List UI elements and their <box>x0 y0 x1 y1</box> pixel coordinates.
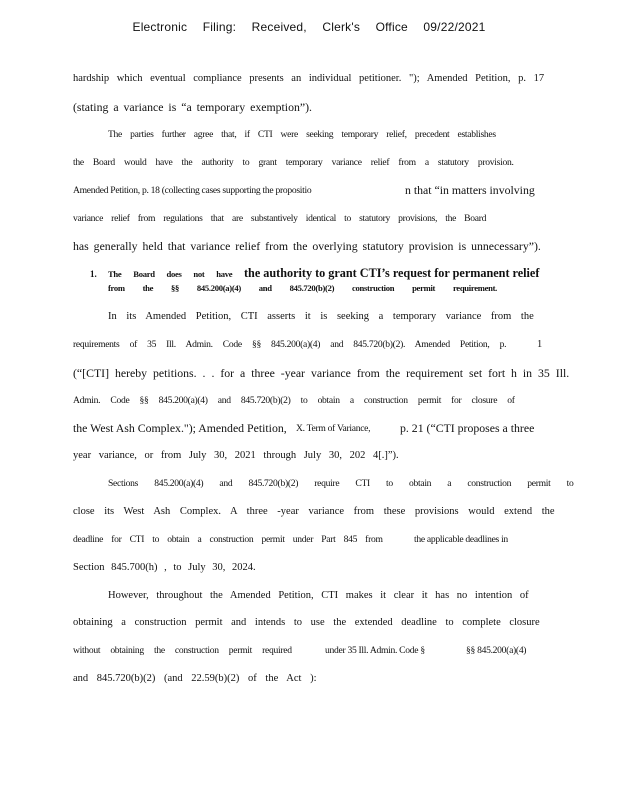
text-line: (stating a variance is “a temporary exemption”). <box>73 100 312 114</box>
text-line: variance relief from regulations that are substantively identical to statutory provisions, the Board <box>73 213 487 224</box>
text-line: Section 845.700(h) , to July 30, 2024. <box>73 562 256 573</box>
text-line: requirements of 35 Ill. Admin. Code §§ 845.200(a)(4) and 845.720(b)(2). Amended Petition, p. <box>73 339 507 350</box>
heading-line: The Board does not have <box>108 269 233 279</box>
text-line: n that “in matters involving <box>405 183 535 197</box>
heading-line: the authority to grant CTI’s request for permanent relief <box>244 266 540 280</box>
text-line: the West Ash Complex."); Amended Petition, <box>73 421 287 435</box>
heading-line: from the §§ 845.200(a)(4) and 845.720(b)(2) construction permit requirement. <box>108 283 497 293</box>
text-line: (“[CTI] hereby petitions. . . for a three -year variance from the requirement set fort h in 35 Ill. <box>73 366 570 380</box>
text-line: the applicable deadlines in <box>414 534 508 545</box>
text-line: In its Amended Petition, CTI asserts it is seeking a temporary variance from the <box>108 311 534 322</box>
text-line: the Board would have the authority to grant temporary variance relief from a statutory provision. <box>73 157 514 168</box>
text-line: The parties further agree that, if CTI were seeking temporary relief, precedent establishes <box>108 129 496 140</box>
text-line: year variance, or from July 30, 2021 through July 30, 202 4[.]”). <box>73 450 399 461</box>
text-line: without obtaining the construction permit required <box>73 645 292 656</box>
text-line: Admin. Code §§ 845.200(a)(4) and 845.720(b)(2) to obtain a construction permit for closure of <box>73 395 515 406</box>
text-line: deadline for CTI to obtain a construction permit under Part 845 from <box>73 534 383 545</box>
text-line: Amended Petition, p. 18 (collecting cases supporting the propositio <box>73 185 312 196</box>
text-line: has generally held that variance relief from the overlying statutory provision is unnecessary”). <box>73 239 541 253</box>
filing-stamp-header: Electronic Filing: Received, Clerk's Office 09/22/2021 <box>132 20 486 34</box>
text-line: under 35 Ill. Admin. Code § <box>325 645 425 656</box>
text-line: §§ 845.200(a)(4) <box>466 645 527 656</box>
text-line: hardship which eventual compliance presents an individual petitioner. "); Amended Petition, p. 17 <box>73 73 545 84</box>
text-line: close its West Ash Complex. A three -year variance from these provisions would extend the <box>73 506 555 517</box>
text-line: However, throughout the Amended Petition, CTI makes it clear it has no intention of <box>108 590 529 601</box>
text-line: obtaining a construction permit and intends to use the extended deadline to complete closure <box>73 617 540 628</box>
text-line: 1 <box>537 339 543 350</box>
text-line: p. 21 (“CTI proposes a three <box>400 421 535 435</box>
heading-number: 1. <box>90 269 97 279</box>
text-line: Sections 845.200(a)(4) and 845.720(b)(2) require CTI to obtain a construction permit to <box>108 478 574 489</box>
text-line: and 845.720(b)(2) (and 22.59(b)(2) of the Act ): <box>73 673 317 684</box>
text-line: X. Term of Variance, <box>296 423 371 434</box>
